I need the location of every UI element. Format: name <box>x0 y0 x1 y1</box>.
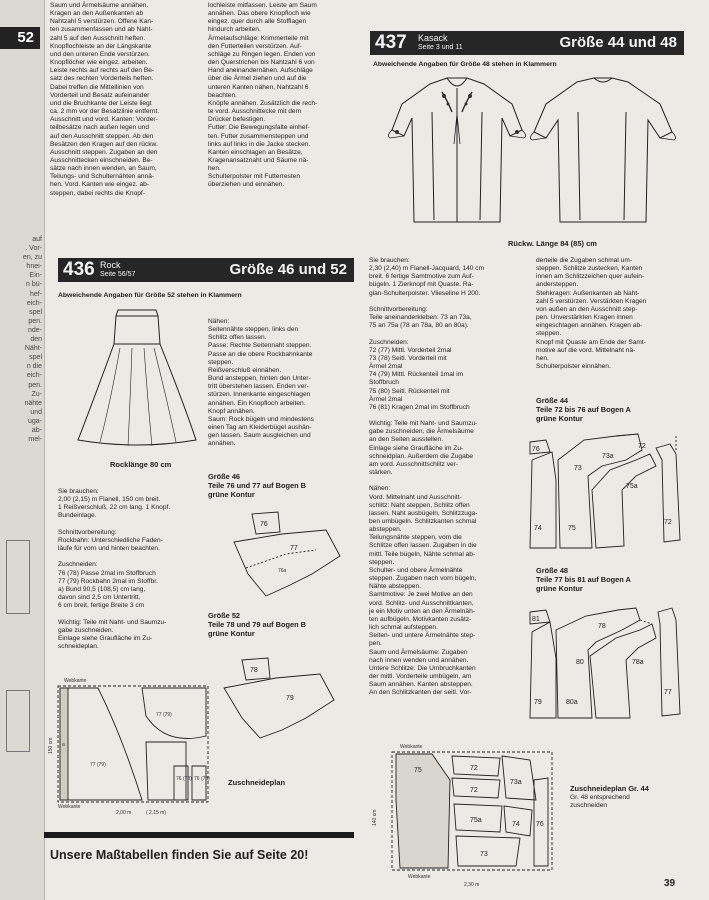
rock-illustration <box>72 304 202 454</box>
cutting-437-label-6: 74 <box>512 821 520 828</box>
model-437-caption: Rückw. Länge 84 (85) cm <box>508 239 597 248</box>
pattern-44-label-1: 76 <box>532 446 540 453</box>
model-437-instructions-col1: Sie brauchen: 2,30 (2,40) m Flanell-Jacquard, 140 cm breit. 6 fertige Samtmotive zum Auf- bügeln. 1 Zierknopf mit Quaste. Ra- glan-Schulterpolster. Vlieseline H 200. Schnittvorbereitung: Teile aneinanderkleben: 73 an 73a, 75 an 75a (78 an 78a, 80 an 80a). Zuschneiden: 72 (77) Mittl. Vorderteil 2mal 73 (78) Seitl. Vorderteil mit Ärmel 2mal 74 (79) Mittl. Rückenteil 1mal im Stoffbruch 75 (80) Seitl. Rückenteil mit Ärmel 2mal 76 (81) Kragen 2mal im Stoffbruch Wichtig: Teile mit Naht- und Saumzu- gabe zuschneiden, die Ärmelsäume an den Seiten ausstellen. Einlage siehe Graufläche im Zu- schneidplan. Außerdem die Zugabe am vord. Ausschnittschlitz ver- stärken. Nähen: Vord. Mittelnaht und Ausschnitt- schlitz: Naht steppen, Schlitz offen lassen. Naht ausbügeln, Schlitzzuga- ben umbügeln. Schlitzkanten schmal absteppen. Teilungsnähte steppen, vom die Schlitze offen lassen. Zugaben in die mittl. Teile bügeln, Nähte schmal ab- steppen. Schulter- und obere Ärmelnähte steppen. Zugaben nach vorn bügeln, Nähte absteppen. Samtmotive: Je zwei Motive an den vord. Schlitz- und Ausschnittkanten, je ein Motiv unten an den Ärmelnäh- ten aufbügeln. Motivkanten zusätz- lich schmal aufsteppen. Seiten- und untere Ärmelnähte step- pen. Saum und Ärmelsäume: Zugaben nach innen wenden und annähen. Untere Schlitze: Die Umbruchkanten der mittl. Vorderteile umbügeln, am Saum annähen. Kanten absteppen. An den Schlitzkanten der seitl. Vor- <box>369 257 485 697</box>
pattern-46-label-3: 76a <box>278 568 287 574</box>
cutting-436-label-5: a <box>62 742 65 748</box>
model-437-sub-note: Abweichende Angaben für Größe 48 stehen in Klammern <box>373 61 557 68</box>
pattern-48-title: Größe 48 Teile 77 bis 81 auf Bogen A grüne Kontur <box>536 566 631 593</box>
neighbor-page-badge: 52 <box>0 27 40 49</box>
pattern-44-label-7: 74 <box>534 525 542 532</box>
neighbor-pattern-fragment <box>6 540 30 614</box>
pattern-44-label-2: 73 <box>574 465 582 472</box>
pattern-48-diagram <box>526 598 702 724</box>
pattern-44-label-8: 72 <box>664 519 672 526</box>
neighbor-page-text: auf . Vor- en, zu hnei- Ein- n bü- hef- eich- spel pen. nde- den Näht- spel n die eich- pen. Zu- nähte und uga- ab- mel- <box>22 236 42 444</box>
cutting-436-webkante-top: Webkante <box>64 678 87 684</box>
cutting-436-width: 2,00 m <box>116 810 132 816</box>
model-436-instructions-col1: Sie brauchen: 2,00 (2,15) m Flanell, 150 cm breit. 1 Reißverschluß, 22 cm lang. 1 Knopf. Bundeinlage. Schnittvorbereitung: Rockbahn: Unterschiedliche Faden- läufe für vorn und hinten beachten. Zuschneiden: 76 (78) Passe 2mal im Stoffbruch 77 (79) Rockbahn 2mal im Stoffbr. a) Bund 90,5 (108,5) cm lang, davon sind 2,5 cm Untertritt, 6 cm breit, fertige Breite 3 cm Wichtig: Teile mit Naht- und Saumzu- gabe zuschneiden. Einlage siehe Graufläche im Zu- schneideplan. <box>58 488 171 650</box>
model-436-header <box>58 258 354 282</box>
model-437-header <box>370 31 684 55</box>
bottom-note: Unsere Maßtabellen finden Sie auf Seite 20! <box>50 848 309 862</box>
model-436-seite: Seite 56/57 <box>100 271 136 278</box>
pattern-52-diagram <box>216 644 356 740</box>
cutting-436-height: 150 cm <box>48 737 54 754</box>
model-437-name: Kasack <box>418 33 448 43</box>
cutting-437-title: Zuschneideplan Gr. 44 <box>570 784 649 793</box>
cutting-436-label-4: 76 (78) <box>194 776 210 782</box>
pattern-52-title: Größe 52 Teile 78 und 79 auf Bogen B grüne Kontur <box>208 611 307 638</box>
pattern-52-label-1: 78 <box>250 667 258 674</box>
cutting-436-label-2: 77 (79) <box>156 712 172 718</box>
pattern-46-title: Größe 46 Teile 76 und 77 auf Bogen B grüne Kontur <box>208 472 307 499</box>
cutting-437-label-8: 76 <box>536 821 544 828</box>
pattern-48-label-7: 77 <box>664 689 672 696</box>
pattern-44-label-3: 73a <box>602 453 614 460</box>
cutting-437-label-4: 73a <box>510 779 522 786</box>
cutting-plan-436 <box>46 676 216 818</box>
pattern-46-diagram <box>216 504 356 604</box>
model-436-number: 436 <box>63 259 95 280</box>
pattern-44-diagram <box>526 430 702 550</box>
cutting-437-label-7: 73 <box>480 851 488 858</box>
cutting-plan-437 <box>370 740 560 890</box>
model-436-sub-note: Abweichende Angaben für Größe 52 stehen in Klammern <box>58 292 242 299</box>
neighbor-pattern-fragment-2 <box>6 690 30 752</box>
cutting-436-label-1: 77 (79) <box>90 762 106 768</box>
model-437-seite: Seite 3 und 11 <box>418 44 463 51</box>
cutting-436-webkante-bottom: Webkante <box>58 804 81 810</box>
bottom-divider <box>44 832 354 838</box>
model-437-number: 437 <box>375 32 407 53</box>
model-436-instructions-col2: Nähen: Seitennähte steppen, links den Schlitz offen lassen. Passe: Rechte Seitennaht steppen. Passe an die obere Rockbahnkante steppen. Reißverschluß einnähen. Bund ansteppen, hinten den Unter- tritt überstehen lassen. Enden ver- stürzen. Innenkante eingeschlagen annähen. Ein Knopfloch arbeiten. Knopf annähen. Saum: Rock bügeln und mindestens einen Tag am Kleiderbügel aushän- gen lassen. Saum ausgleichen und annähen. <box>208 318 314 448</box>
kasack-illustration <box>372 72 690 237</box>
model-437-instructions-col2: derteile die Zugaben schmal um- steppen. Schlitze zustecken, Kanten innen am Schlitzzeichen quer aufein- andersteppen. Stehkragen: Außenkanten ab Naht- zahl 5 verstürzen. Verstärkten Kragen von außen an den Ausschnitt step- pen. Unverstärkten Kragen innen eingeschlagen annähen. Kragen ab- steppen. Knopf mit Quaste am Ende der Samt- motive auf die vord. Mittelnaht nä- hen. Schulterpolster einnähen. <box>536 257 647 371</box>
cutting-436-label-3: 76 (78) <box>176 776 192 782</box>
pattern-48-label-3: 80 <box>576 659 584 666</box>
model-436-name: Rock <box>100 260 121 270</box>
pattern-44-title: Größe 44 Teile 72 bis 76 auf Bogen A grüne Kontur <box>536 396 631 423</box>
pattern-48-label-1: 81 <box>532 616 540 623</box>
cutting-437-label-3: 72 <box>470 787 478 794</box>
cutting-437-label-5: 75a <box>470 817 482 824</box>
page-number: 39 <box>664 878 676 889</box>
cutting-436-title: Zuschneideplan <box>228 778 286 787</box>
pattern-46-label-1: 76 <box>260 521 268 528</box>
pattern-48-label-5: 79 <box>534 699 542 706</box>
model-437-size-title: Größe 44 und 48 <box>559 34 677 51</box>
cutting-436-width-alt: ( 2,15 m) <box>146 810 167 816</box>
top-left-instructions: Saum und Ärmelsäume annähen. Kragen an den Außenkanten ab Nahtzahl 5 verstürzen. Offene Kan- ten zusammenfassen und ab Naht- zahl 5 auf den Ausschnitt heften. Knopflochleiste an der Längskante und den unteren Ende verstürzen. Knopflöcher wie eingez. arbeiten. Leiste rechts auf rechts auf den Be- satz des rechten Vorderteils heften. Dabei treffen die Mittellinien von Vorderteil und Besatz aufeinander und die Bruchkante der Leiste liegt ca. 2 mm vor der Besatzlinie entfernt. Ausschnitt und vord. Kanten: Vorder- teilbesätze nach außen legen und auf den Ausschnitt steppen. Ab den Besätzen den Kragen auf den rückw. Ausschnitt steppen. Zugaben an den Ausschnittecken einschneiden. Be- sätze nach innen wenden, an Saum, Teilungs- und Schulternähten annä- hen. Vord. Kanten wie eingez. ab- steppen, dabei rechts die Knopf- <box>50 2 160 197</box>
cutting-437-webkante-top: Webkante <box>400 744 423 750</box>
cutting-437-note: Gr. 48 entsprechend zuschneiden <box>570 794 630 810</box>
pattern-46-label-2: 77 <box>290 545 298 552</box>
pattern-48-label-2: 78 <box>598 623 606 630</box>
cutting-437-height: 140 cm <box>372 809 378 826</box>
pattern-48-label-4: 78a <box>632 659 644 666</box>
pattern-52-label-2: 79 <box>286 695 294 702</box>
cutting-437-label-2: 72 <box>470 765 478 772</box>
model-436-caption: Rocklänge 80 cm <box>110 460 172 469</box>
cutting-437-width: 2,30 m <box>464 882 480 888</box>
cutting-437-label-1: 75 <box>414 767 422 774</box>
pattern-48-label-6: 80a <box>566 699 578 706</box>
model-436-size-title: Größe 46 und 52 <box>229 261 347 278</box>
top-mid-instructions: lochleiste mitfassen. Leiste am Saum annähen. Das obere Knopfloch wie eingez. quer durch alle Stofflagen hindurch arbeiten. Ärmelaufschläge: Krimmerteile mit den Futterteilen verstürzen. Auf- schläge zu Ringen legen. Enden von den Querstrichen bis Nahtzahl 6 von Hand aneinandernähen. Aufschläge über die Ärmel ziehen und auf die unteren Kanten nähen, Nahtzahl 6 beachten. Knöpfe annähen. Zusätzlich die rech- te vord. Ausschnittecke mit dem Drücker befestigen. Futter: Die Bewegungsfalte einhef- ten. Futter zusammensteppen und links auf links in die Jacke stecken. Kanten einschlagen an Besätze, Kragenansatznaht und Säume nä- hen. Schulterpolster mit Futterresten überziehen und einnähen. <box>208 2 318 189</box>
pattern-44-label-6: 75 <box>568 525 576 532</box>
pattern-44-label-4: 72 <box>638 443 646 450</box>
pattern-44-label-5: 75a <box>626 483 638 490</box>
cutting-437-webkante-bottom: Webkante <box>408 874 431 880</box>
neighbor-page-strip <box>0 0 45 900</box>
